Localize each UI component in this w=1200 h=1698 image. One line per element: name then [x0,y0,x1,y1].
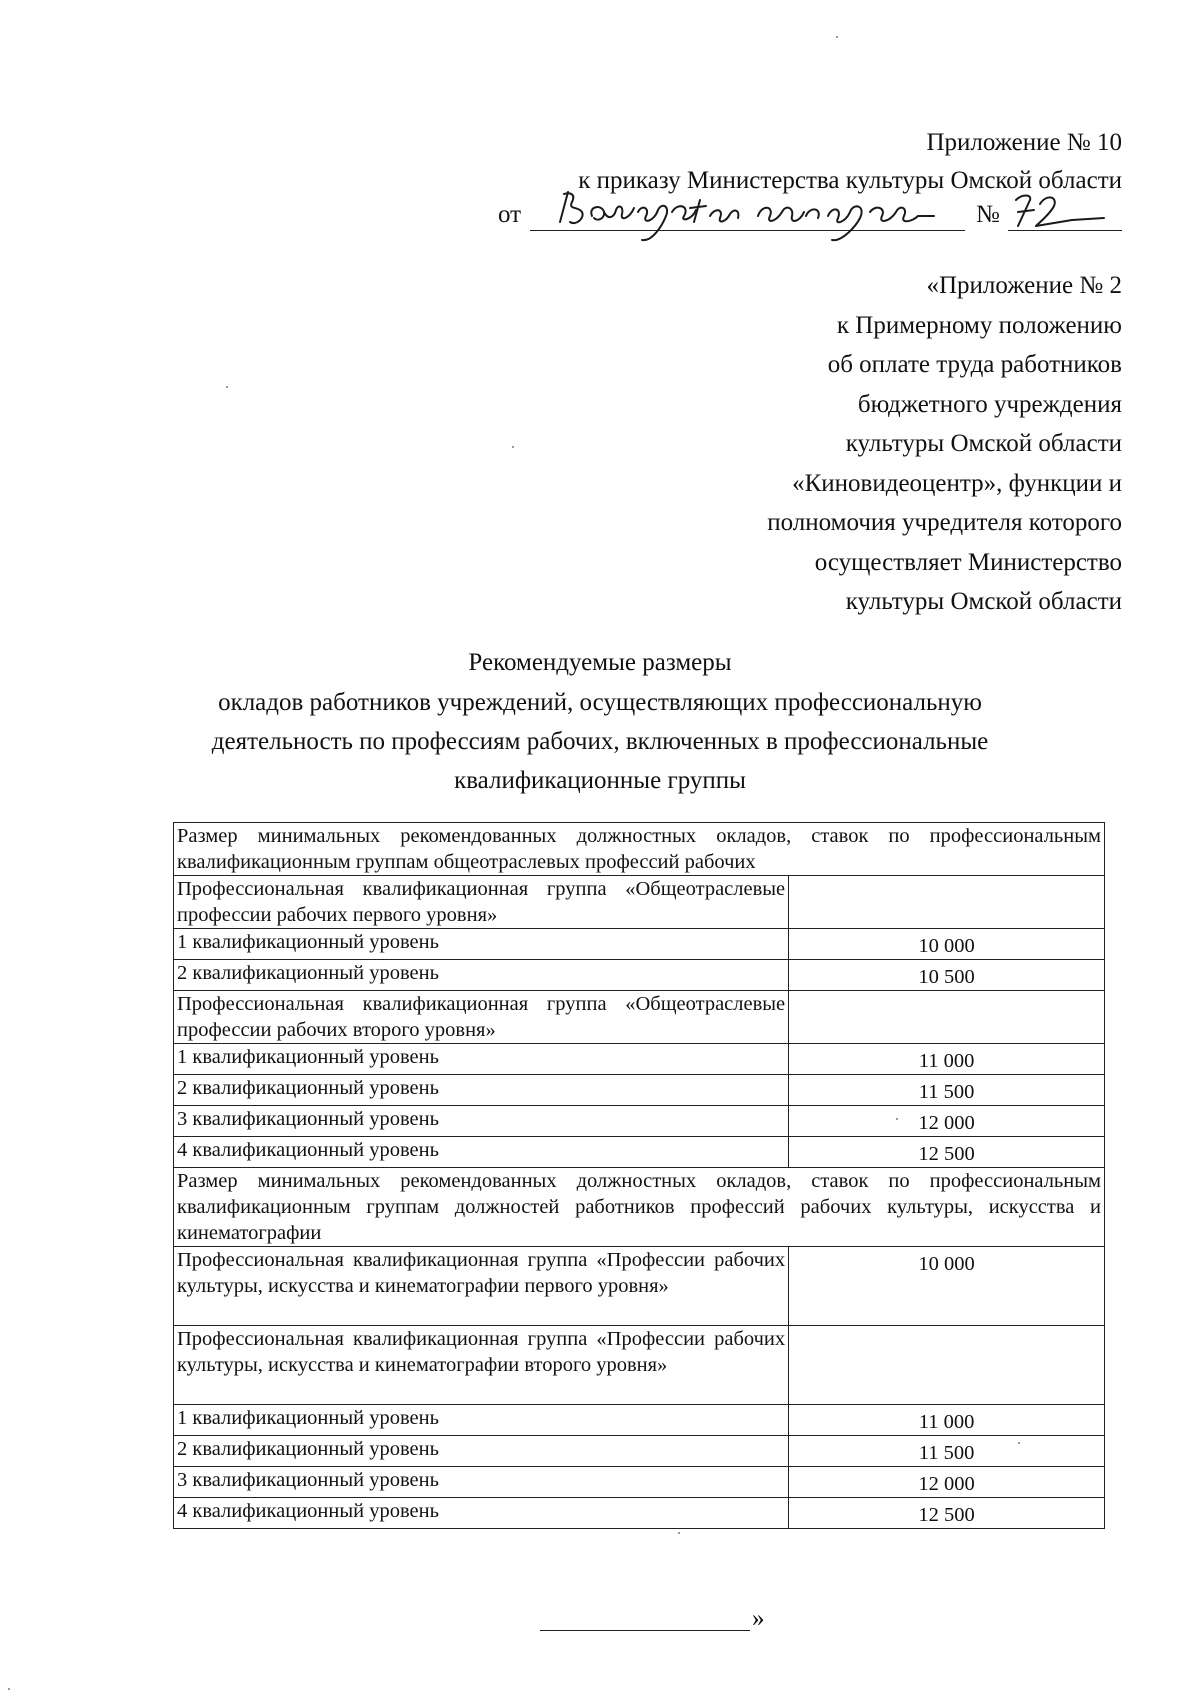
group-name-cell: Профессиональная квалификационная группа «Профессии рабочих культуры, искусства и кинематографии первого уровня» [174,1247,789,1326]
sub-header-line: «Приложение № 2 [926,272,1122,299]
level-name-cell: 3 квалификационный уровень [174,1467,789,1498]
salary-value-cell: 12 500 [789,1137,1105,1168]
handwritten-number [1008,182,1122,244]
salary-table [173,822,1105,1529]
salary-value-cell [789,876,1105,929]
salary-value-cell: 12 500 [789,1498,1105,1529]
sub-header-line: культуры Омской области [845,588,1122,615]
section-header-cell: Размер минимальных рекомендованных должностных окладов, ставок по профессиональным квалификационным группам общеотраслевых профессий рабочих [174,823,1105,876]
level-name-cell: 1 квалификационный уровень [174,929,789,960]
salary-value-cell [789,991,1105,1044]
level-name-cell: 3 квалификационный уровень [174,1106,789,1137]
sub-header-line: об оплате труда работников [827,351,1122,378]
level-name-cell: 2 квалификационный уровень [174,960,789,991]
level-name-cell: 4 квалификационный уровень [174,1137,789,1168]
from-label: от [498,201,522,228]
table-row [174,1106,1105,1137]
salary-value-cell: 10 000 [789,1247,1105,1326]
scan-speck [226,386,228,388]
table-row [174,1075,1105,1106]
scan-speck [512,446,514,448]
level-name-cell: 2 квалификационный уровень [174,1436,789,1467]
level-name-cell: 1 квалификационный уровень [174,1405,789,1436]
table-row [174,823,1105,876]
table-row [174,1247,1105,1326]
closing-quote-mark: » [752,1605,765,1632]
scan-speck [1018,1442,1020,1444]
table-row [174,1436,1105,1467]
table-row [174,1405,1105,1436]
salary-value-cell: 12 000 [789,1106,1105,1137]
closing-underline [540,1604,750,1631]
level-name-cell: 1 квалификационный уровень [174,1044,789,1075]
salary-value-cell: 11 000 [789,1044,1105,1075]
title-line: квалификационные группы [454,767,746,794]
sub-header-line: «Киновидеоцентр», функции и [792,470,1122,497]
salary-value-cell: 11 500 [789,1436,1105,1467]
appendix-number: Приложение № 10 [926,129,1122,156]
order-number-field [1008,196,1122,231]
number-label: № [976,201,1000,228]
group-name-cell: Профессиональная квалификационная группа «Общеотраслевые профессии рабочих первого уровня» [174,876,789,929]
level-name-cell: 4 квалификационный уровень [174,1498,789,1529]
table-row [174,1044,1105,1075]
salary-value-cell: 12 000 [789,1467,1105,1498]
title-line: деятельность по профессиям рабочих, включенных в профессиональные [211,728,989,755]
level-name-cell: 2 квалификационный уровень [174,1075,789,1106]
handwritten-date-signature [530,182,965,244]
table-row [174,991,1105,1044]
scan-speck [836,36,838,38]
scan-speck [896,1118,898,1120]
order-date-number-line [498,196,1124,232]
salary-value-cell: 10 000 [789,929,1105,960]
table-row [174,960,1105,991]
sub-header-line: к Примерному положению [836,312,1122,339]
order-reference: к приказу Министерства культуры Омской области [578,167,1122,194]
salary-value-cell [789,1326,1105,1405]
sub-header-line: бюджетного учреждения [857,391,1122,418]
table-row [174,1168,1105,1247]
salary-value-cell: 10 500 [789,960,1105,991]
section-header-cell: Размер минимальных рекомендованных должностных окладов, ставок по профессиональным квалификационным группам должностей работников профессий рабочих культуры, искусства и кинематографии [174,1168,1105,1247]
title-line: окладов работников учреждений, осуществляющих профессиональную [218,689,982,716]
salary-value-cell: 11 500 [789,1075,1105,1106]
sub-header-line: полномочия учредителя которого [767,509,1122,536]
sub-header-line: осуществляет Министерство [814,549,1122,576]
group-name-cell: Профессиональная квалификационная группа «Профессии рабочих культуры, искусства и кинематографии второго уровня» [174,1326,789,1405]
table-row [174,1498,1105,1529]
salary-value-cell: 11 000 [789,1405,1105,1436]
scan-speck [678,1532,680,1534]
table-row [174,1467,1105,1498]
table-row [174,876,1105,929]
group-name-cell: Профессиональная квалификационная группа «Общеотраслевые профессии рабочих второго уровня» [174,991,789,1044]
scan-speck [8,1688,10,1690]
order-date-field [530,196,965,231]
table-row [174,1137,1105,1168]
table-row [174,929,1105,960]
title-line: Рекомендуемые размеры [468,649,732,676]
sub-header-line: культуры Омской области [845,430,1122,457]
table-row [174,1326,1105,1405]
